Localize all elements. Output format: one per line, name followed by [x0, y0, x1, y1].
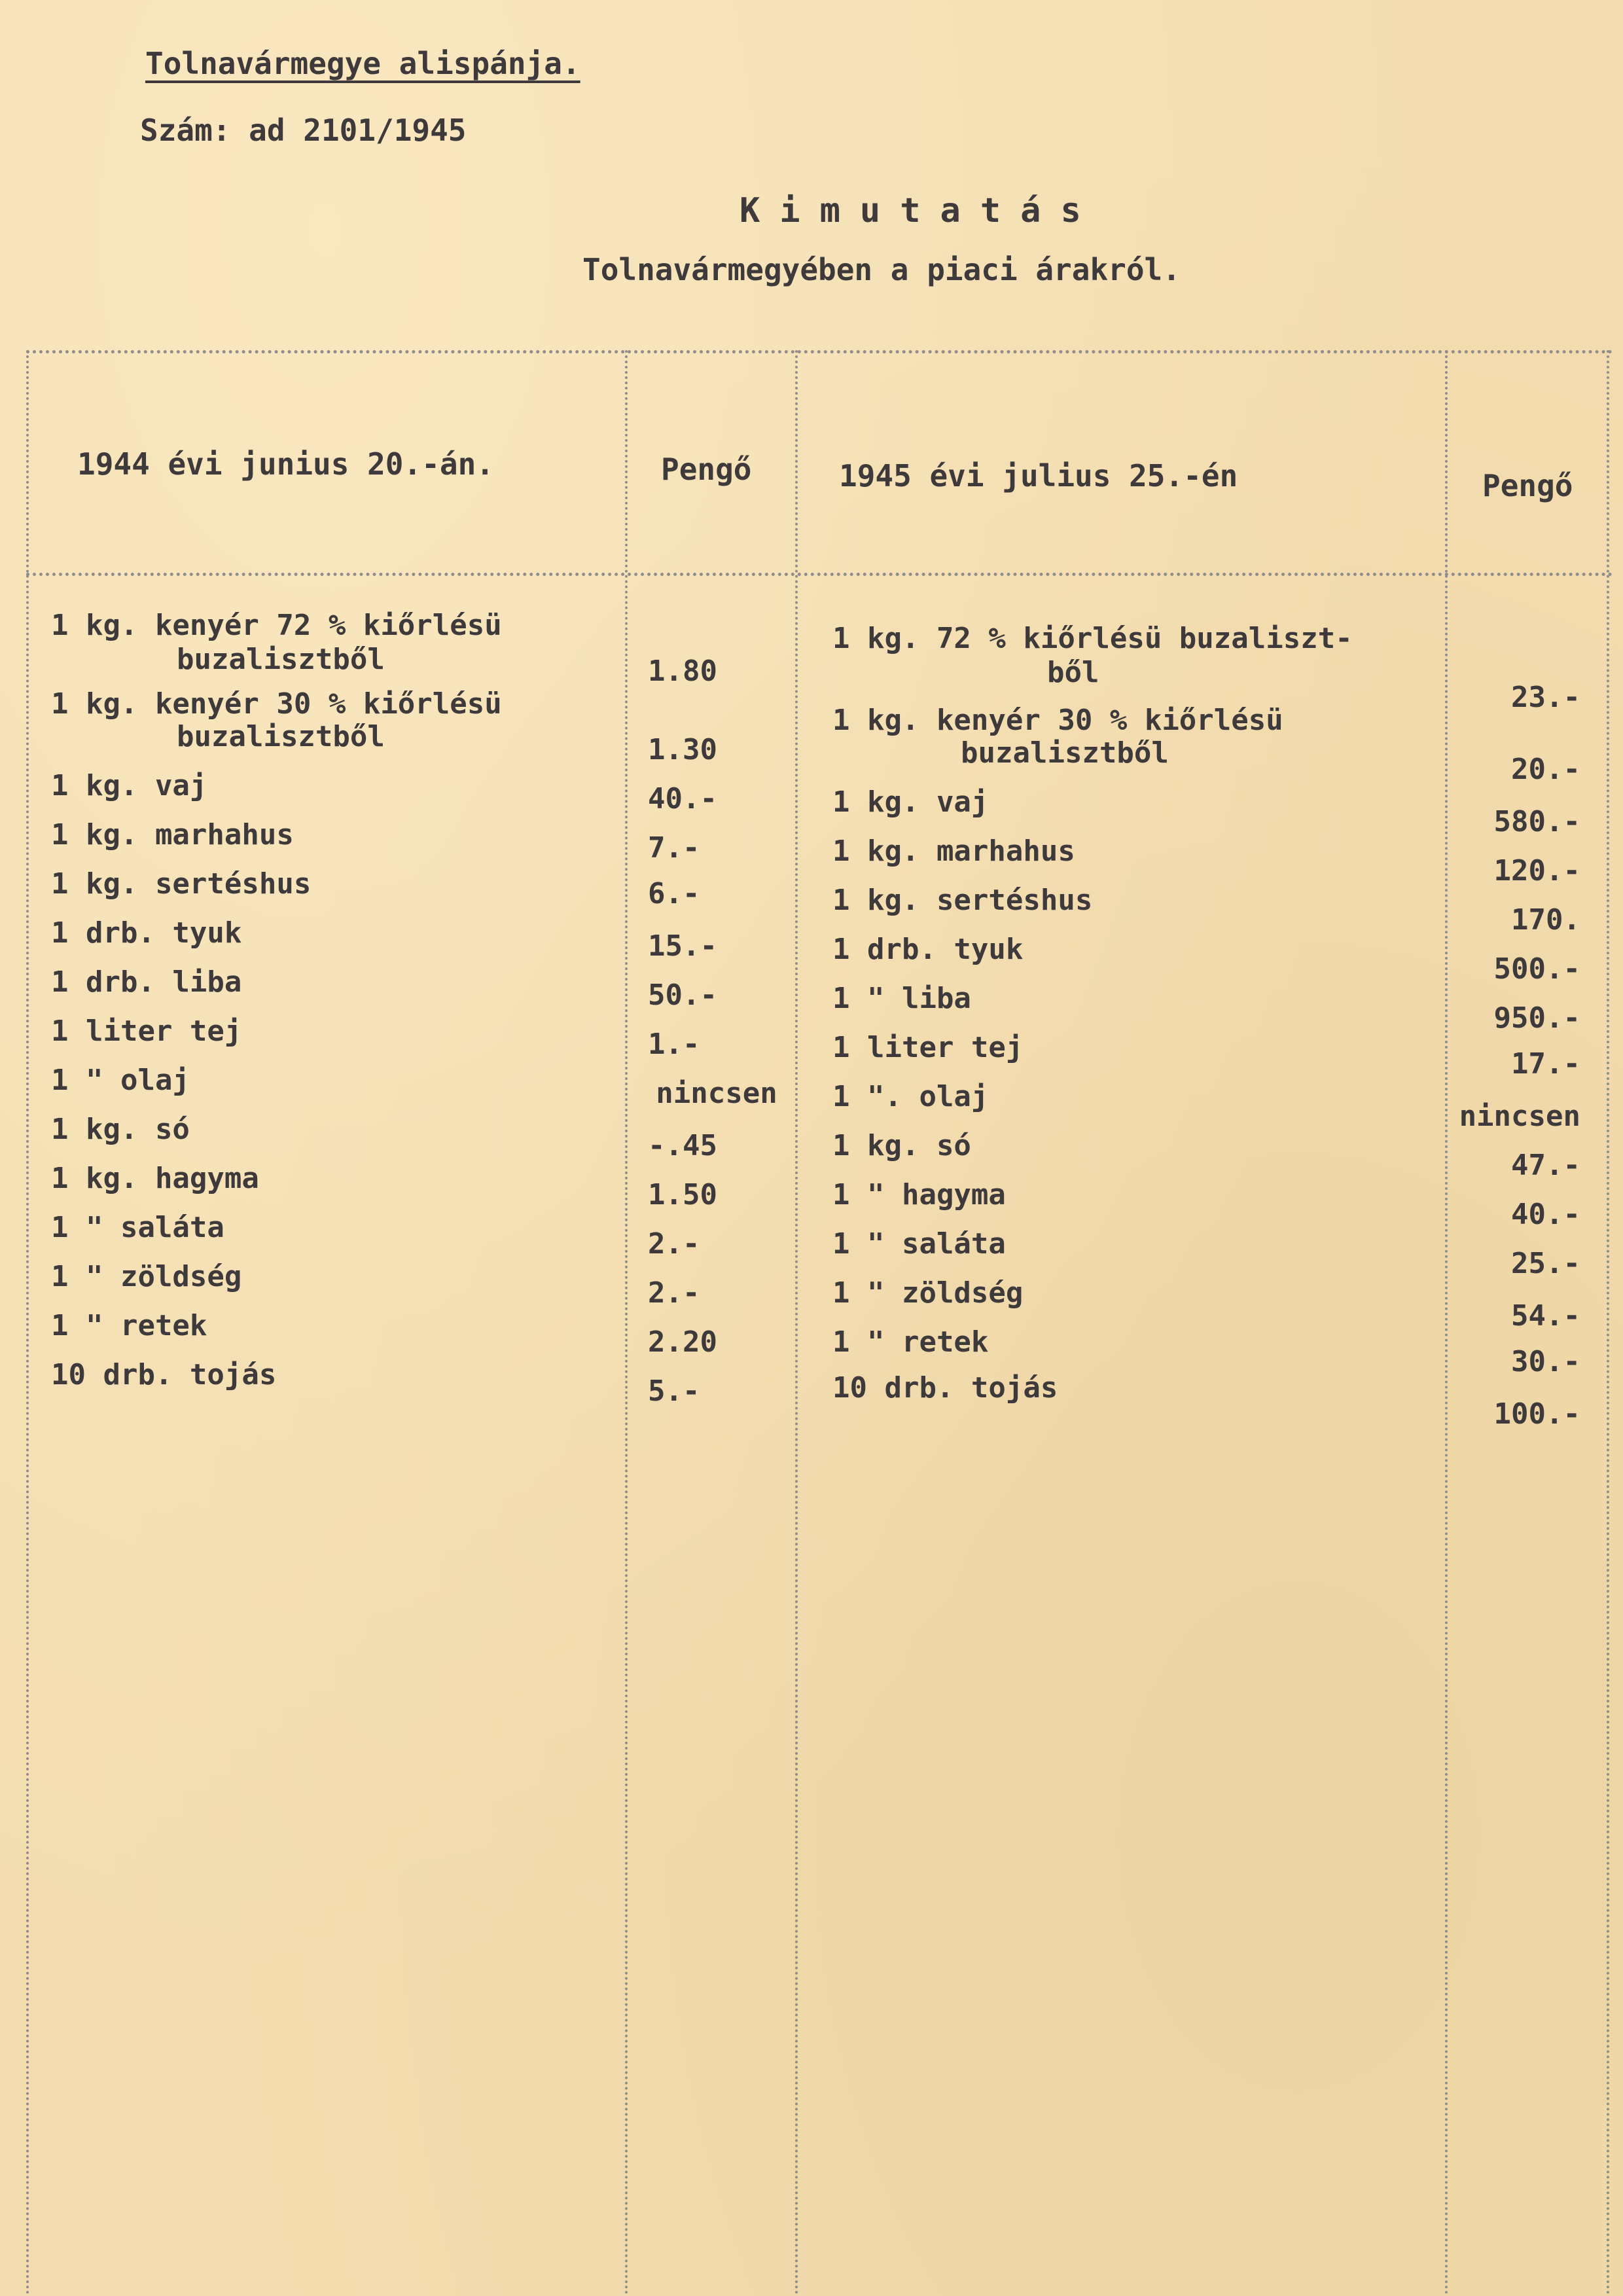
row-1944-item: 1 kg. vaj: [51, 769, 207, 802]
row-1944-item: 1 " zöldség: [51, 1260, 242, 1293]
table-top-rule: [26, 350, 1613, 353]
row-1945-price: 25.-: [1511, 1247, 1580, 1280]
row-1944-item: 1 kg. kenyér 30 % kiőrlésü: [51, 687, 502, 721]
row-1945-item: 1 " liba: [832, 982, 971, 1015]
row-1945-item: ből: [1047, 656, 1099, 689]
row-1945-price: 17.-: [1511, 1047, 1580, 1081]
row-1944-item: 1 liter tej: [51, 1014, 242, 1048]
row-1945-price: 950.-: [1493, 1001, 1580, 1035]
row-1944-item: 1 drb. tyuk: [51, 916, 242, 950]
row-1945-item: 1 kg. kenyér 30 % kiőrlésü: [832, 704, 1283, 737]
reference-number: Szám: ad 2101/1945: [140, 113, 467, 148]
row-1944-price: 50.-: [648, 978, 717, 1012]
row-1944-price: 40.-: [648, 782, 717, 816]
row-1945-item: 1 kg. 72 % kiőrlésü buzaliszt-: [832, 622, 1353, 655]
row-1945-item: 1 kg. vaj: [832, 785, 989, 819]
row-1944-price: 1.50: [648, 1178, 717, 1211]
row-1944-item: buzalisztből: [177, 643, 385, 676]
row-1945-item: buzalisztből: [961, 736, 1169, 770]
row-1945-item: 1 kg. marhahus: [832, 834, 1075, 868]
row-1945-price: 30.-: [1511, 1345, 1580, 1378]
column-header-1944: 1944 évi junius 20.-án.: [77, 446, 494, 482]
row-1945-price: 54.-: [1511, 1299, 1580, 1333]
office-heading: Tolnavármegye alispánja.: [145, 46, 580, 81]
row-1944-item: 1 kg. hagyma: [51, 1162, 259, 1195]
row-1945-price: 170.: [1511, 903, 1580, 937]
row-1945-price: 23.-: [1511, 681, 1580, 714]
row-1944-item: 1 drb. liba: [51, 965, 242, 999]
row-1945-item: 1 " retek: [832, 1325, 989, 1359]
row-1945-price: 120.-: [1493, 854, 1580, 888]
row-1944-price: -.45: [648, 1129, 717, 1162]
row-1944-price: 15.-: [648, 929, 717, 963]
table-left-rule: [26, 350, 29, 2296]
row-1944-item: 1 kg. sertéshus: [51, 867, 312, 901]
row-1945-item: 1 kg. sertéshus: [832, 884, 1093, 917]
row-1944-price: 5.-: [648, 1374, 700, 1408]
column-header-1945: 1945 évi julius 25.-én: [839, 458, 1238, 493]
row-1945-price: 500.-: [1493, 952, 1580, 986]
row-1945-item: 10 drb. tojás: [832, 1371, 1058, 1405]
row-1944-price: 2.-: [648, 1227, 700, 1261]
column-rule-1: [625, 350, 628, 2296]
row-1945-item: 1 liter tej: [832, 1031, 1024, 1064]
row-1945-price: 100.-: [1493, 1397, 1580, 1431]
row-1944-price: 1.80: [648, 655, 717, 688]
column-header-price-1945: Pengő: [1482, 468, 1573, 503]
row-1944-price: 7.-: [648, 831, 700, 865]
row-1945-price: nincsen: [1459, 1100, 1580, 1133]
row-1944-price: 1.-: [648, 1028, 700, 1061]
row-1944-price: 2.20: [648, 1325, 717, 1359]
row-1945-item: 1 drb. tyuk: [832, 933, 1024, 966]
row-1944-price: 2.-: [648, 1276, 700, 1310]
table-right-rule: [1607, 350, 1609, 2296]
row-1945-item: 1 kg. só: [832, 1129, 971, 1162]
row-1945-price: 20.-: [1511, 753, 1580, 786]
row-1945-item: 1 " hagyma: [832, 1178, 1006, 1211]
document-title: Kimutatás: [740, 191, 1101, 230]
row-1944-item: buzalisztből: [177, 720, 385, 753]
row-1944-price: nincsen: [656, 1077, 777, 1110]
row-1944-item: 1 " saláta: [51, 1211, 224, 1244]
column-header-price-1944: Pengő: [661, 452, 752, 487]
row-1945-item: 1 ". olaj: [832, 1080, 989, 1113]
row-1945-price: 580.-: [1493, 805, 1580, 838]
table-header-rule: [26, 573, 1613, 576]
row-1945-item: 1 " saláta: [832, 1227, 1006, 1261]
row-1945-price: 40.-: [1511, 1198, 1580, 1231]
row-1944-item: 1 " retek: [51, 1309, 207, 1342]
row-1945-item: 1 " zöldség: [832, 1276, 1024, 1310]
document-subtitle: Tolnavármegyében a piaci árakról.: [582, 252, 1181, 287]
row-1944-item: 10 drb. tojás: [51, 1358, 277, 1391]
row-1945-price: 47.-: [1511, 1149, 1580, 1182]
column-rule-2: [795, 350, 798, 2296]
column-rule-3: [1445, 350, 1448, 2296]
row-1944-item: 1 " olaj: [51, 1064, 190, 1097]
row-1944-price: 6.-: [648, 877, 700, 910]
row-1944-price: 1.30: [648, 733, 717, 766]
row-1944-item: 1 kg. só: [51, 1113, 190, 1146]
row-1944-item: 1 kg. marhahus: [51, 818, 294, 852]
row-1944-item: 1 kg. kenyér 72 % kiőrlésü: [51, 609, 502, 642]
